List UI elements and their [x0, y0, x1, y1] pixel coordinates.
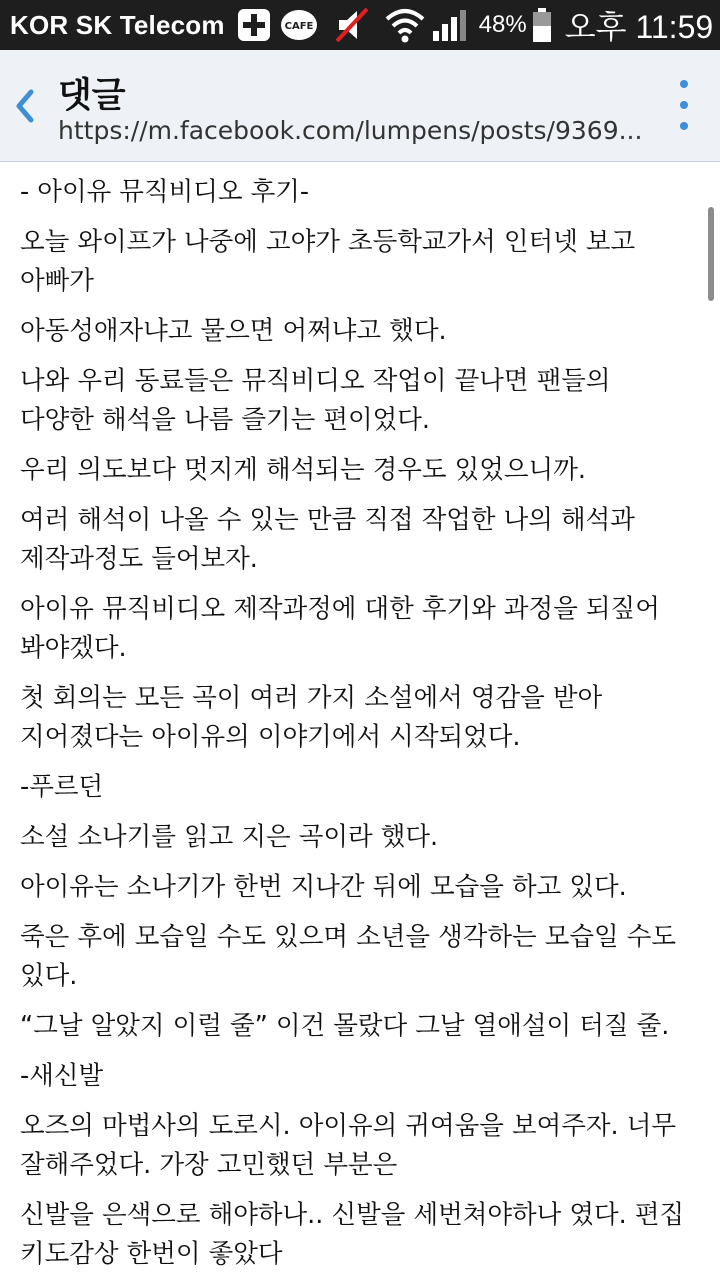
status-bar — [0, 0, 720, 50]
signal-strength-icon — [429, 5, 473, 45]
svg-text:CAFE: CAFE — [284, 21, 314, 32]
battery-icon — [531, 5, 553, 45]
paragraph: -푸르던 — [20, 772, 104, 802]
battery-percent: 48% — [478, 11, 527, 38]
paragraph: -새신발 — [20, 1061, 104, 1091]
back-button[interactable] — [8, 86, 42, 126]
app-bar — [0, 50, 720, 162]
mute-icon — [333, 5, 373, 45]
paragraph: 신발을 은색으로 해야하나.. 신발을 세번쳐야하나 였다. 편집 키도감상 한번이 좋았다 — [20, 1200, 685, 1269]
paragraph: 아동성애자냐고 물으면 어쩌냐고 했다. — [20, 316, 447, 346]
paragraph: 나와 우리 동료들은 뮤직비디오 작업이 끝나면 팬들의 다양한 해석을 나름 즐기는 편이었다. — [20, 366, 611, 435]
clock: 오후 11:59 — [564, 9, 714, 45]
paragraph: 오늘 와이프가 나중에 고야가 초등학교가서 인터넷 보고 아빠가 — [20, 227, 636, 296]
paragraph: 여러 해석이 나올 수 있는 만큼 직접 작업한 나의 해석과 제작과정도 들어보자. — [20, 505, 635, 574]
wifi-icon — [383, 5, 427, 45]
paragraph: 첫 회의는 모든 곡이 여러 가지 소설에서 영감을 받아 지어졌다는 아이유의 이야기에서 시작되었다. — [20, 683, 603, 752]
comment-content[interactable] — [0, 163, 720, 1269]
overflow-menu-button[interactable] — [676, 80, 692, 130]
chevron-left-icon — [13, 88, 37, 124]
paragraph: - 아이유 뮤직비디오 후기- — [20, 177, 310, 207]
paragraph: 아이유 뮤직비디오 제작과정에 대한 후기와 과정을 되짚어 봐야겠다. — [20, 594, 660, 663]
page-url: https://m.facebook.com/lumpens/posts/9369... — [58, 116, 643, 145]
paragraph: “그날 알았지 이럴 줄” 이건 몰랐다 그날 열애설이 터질 줄. — [20, 1011, 670, 1041]
paragraph: 우리 의도보다 멋지게 해석되는 경우도 있었으니까. — [20, 455, 586, 485]
paragraph: 아이유는 소나기가 한번 지나간 뒤에 모습을 하고 있다. — [20, 872, 627, 902]
plus-notification-icon — [237, 8, 271, 42]
carrier-name: KOR SK Telecom — [10, 9, 225, 40]
cafe-notification-icon — [279, 8, 319, 42]
post-text — [0, 163, 720, 1274]
paragraph: 죽은 후에 모습일 수도 있으며 소년을 생각하는 모습일 수도 있다. — [20, 922, 677, 991]
more-vert-icon — [680, 80, 688, 88]
paragraph: 소설 소나기를 읽고 지은 곡이라 했다. — [20, 822, 439, 852]
page-title: 댓글 — [58, 76, 126, 116]
paragraph: 오즈의 마법사의 도로시. 아이유의 귀여움을 보여주자. 너무 잘해주었다. 가장 고민했던 부분은 — [20, 1111, 677, 1180]
scrollbar[interactable] — [708, 207, 714, 301]
